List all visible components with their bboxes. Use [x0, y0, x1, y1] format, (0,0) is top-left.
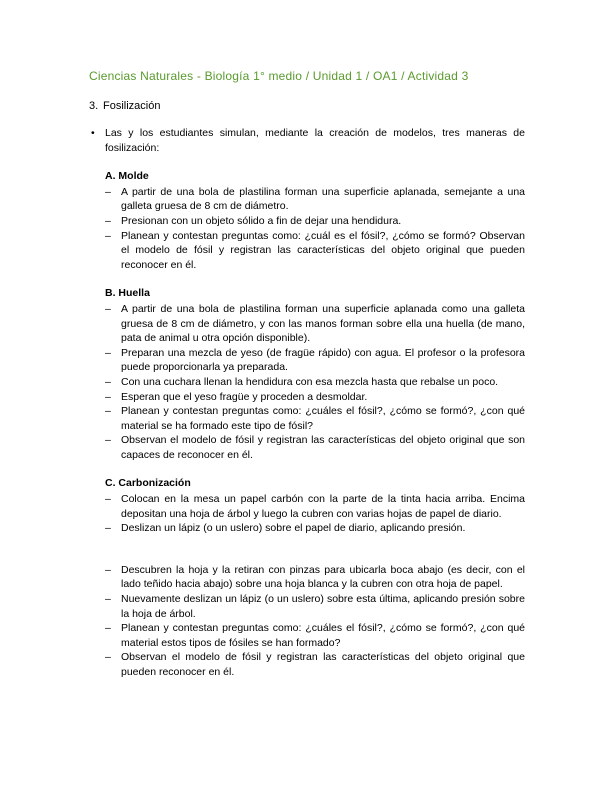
- intro-text: Las y los estudiantes simulan, mediante la creación de modelos, tres maneras de fosilización:: [105, 127, 525, 154]
- intro-paragraph: [89, 126, 525, 155]
- list-item: – Descubren la hoja y la retiran con pinzas para ubicarla boca abajo (es decir, con el lado teñido hacia abajo) sobre una hoja blanca y la cubren con otra hoja de papel.: [105, 563, 525, 591]
- carbonizacion-section: [105, 476, 525, 679]
- huella-list: [105, 302, 525, 463]
- list-item: – Planean y contestan preguntas como: ¿cuáles el fósil?, ¿cómo se formó?, ¿con qué material estos tipos de fósiles se han formado?: [105, 622, 525, 649]
- molde-list: [105, 185, 525, 273]
- dash-icon: –: [105, 405, 111, 418]
- dash-icon: –: [105, 390, 111, 403]
- list-item: – A partir de una bola de plastilina forman una superficie aplanada, semejante a una galleta gruesa de 8 cm de diámetro.: [105, 185, 525, 213]
- list-item: – Presionan con un objeto sólido a fin de dejar una hendidura.: [105, 214, 402, 227]
- carbonizacion-list-b: [105, 563, 525, 680]
- section-title: [89, 100, 160, 112]
- huella-section: [105, 286, 525, 462]
- section-number: 3.: [89, 100, 99, 112]
- dash-icon: –: [105, 593, 111, 606]
- dash-icon: –: [105, 434, 111, 447]
- dash-icon: –: [105, 375, 111, 388]
- list-item: – A partir de una bola de plastilina forman una superficie aplanada como una galleta gruesa de 8 cm de diámetro, y con las manos forman sobre ella una huella (de mano, pata de animal u otra opción disponible).: [105, 302, 525, 345]
- list-item: – Esperan que el yeso fragüe y proceden a desmoldar.: [105, 390, 368, 403]
- content: [89, 126, 525, 680]
- dash-icon: –: [105, 302, 111, 315]
- list-item: – Nuevamente deslizan un lápiz (o un uslero) sobre esta última, aplicando presión sobre la hoja de árbol.: [105, 593, 525, 620]
- list-item: – Preparan una mezcla de yeso (de fragüe rápido) con agua. El profesor o la profesora puede proporcionarla ya preparada.: [105, 346, 525, 374]
- dash-icon: –: [105, 522, 111, 535]
- list-item: – Con una cuchara llenan la hendidura con esa mezcla hasta que rebalse un poco.: [105, 375, 499, 388]
- carbonizacion-list-a: [105, 492, 525, 536]
- bullet-icon: •: [91, 127, 95, 139]
- carbonizacion-title: C. Carbonización: [105, 477, 191, 490]
- dash-icon: –: [105, 214, 111, 227]
- dash-icon: –: [105, 346, 111, 359]
- dash-icon: –: [105, 651, 111, 664]
- dash-icon: –: [105, 563, 111, 576]
- dash-icon: –: [105, 622, 111, 635]
- list-item: – Deslizan un lápiz (o un uslero) sobre el papel de diario, aplicando presión.: [105, 522, 466, 535]
- dash-icon: –: [105, 229, 111, 242]
- list-item: – Observan el modelo de fósil y registran las características del objeto original que son capaces de reconocer en él.: [105, 434, 525, 461]
- molde-title: A. Molde: [105, 170, 149, 183]
- dash-icon: –: [105, 185, 111, 198]
- list-item: – Colocan en la mesa un papel carbón con la parte de la tinta hacia arriba. Encima depositan una hoja de árbol y luego la cubren con varias hojas de papel de diario.: [105, 493, 525, 520]
- huella-title: B. Huella: [105, 287, 150, 300]
- list-item: – Planean y contestan preguntas como: ¿cuál es el fósil?, ¿cómo se formó? Observan el modelo de fósil y registran las características del objeto original que pueden reconocer en él.: [105, 229, 525, 271]
- page-header: Ciencias Naturales - Biología 1° medio / Unidad 1 / OA1 / Actividad 3: [89, 69, 469, 83]
- list-item: – Planean y contestan preguntas como: ¿cuáles el fósil?, ¿cómo se formó?, ¿con qué material se ha formado este tipo de fósil?: [105, 405, 525, 432]
- list-item: – Observan el modelo de fósil y registran las características del objeto original que pueden reconocer en él.: [105, 651, 525, 678]
- molde-section: [105, 169, 525, 272]
- dash-icon: –: [105, 493, 111, 506]
- section-title-text: Fosilización: [103, 100, 161, 112]
